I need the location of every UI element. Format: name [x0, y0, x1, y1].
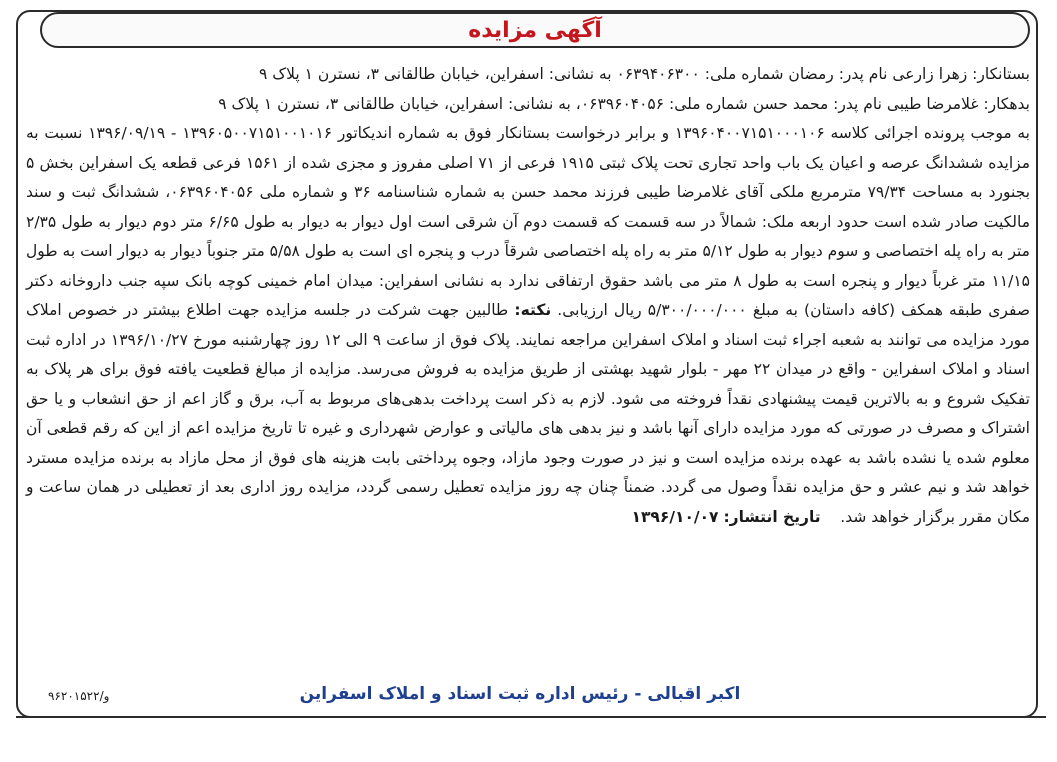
- creditor-line: بستانکار: زهرا زارعی نام پدر: رمضان شماره ملی: ۰۶۳۹۴۰۶۳۰۰ به نشانی: اسفراین، خیابان طالقانی ۳، نسترن ۱ پلاک ۹: [259, 65, 1030, 83]
- note-label: نکته:: [514, 301, 552, 319]
- debtor-line: بدهکار: غلامرضا طیبی نام پدر: محمد حسن شماره ملی: ۰۶۳۹۶۰۴۰۵۶، به نشانی: اسفراین، خیابان طالقانی ۳، نسترن ۱ پلاک ۹: [218, 94, 1030, 113]
- auction-terms: طالبین جهت شرکت در جلسه مزایده جهت اطلاع بیشتر در خصوص املاک مورد مزایده می توانند به شعبه اجراء ثبت اسناد و املاک اسفراین مراجعه نمایند. پلاک فوق از ساعت ۹ الی ۱۲ روز چهارشنبه مورخ ۱۳۹۶/۱۰/۲۷ در اداره ثبت اسناد و املاک اسفراین - واقع در میدان ۲۲ مهر - بلوار شهید بهشتی از طریق مزایده به فروش می‌رسد. مزایده از مبالغ قطعیت یافته فوق برای هر پلاک به تفکیک شروع و به بالاترین قیمت پیشنهادی نقداً فروخته می شود. لازم به ذکر است پرداخت بدهی‌های مربوط به آب، برق و گاز اعم از حق انشعاب و یا حق اشتراک و مصرف در صورتی که مورد مزایده دارای آنها باشد و نیز بدهی های مالیاتی و عوارض شهرداری و غیره تا تاریخ مزایده اعم از این که رقم قطعی آن معلوم شده یا نشده باشد به عهده برنده مزایده است و نیز در صورت وجود مازاد، وجوه پرداختی بابت هزینه های فوق از محل مازاد به برنده مزایده مسترد خواهد شد و نیم عشر و حق مزایده نقداً وصول می گردد. ضمناً چنان چه روز مزایده تعطیل رسمی گردد، مزایده روز اداری بعد از تعطیلی در همان ساعت و مکان مقرر برگزار خواهد شد.: [26, 301, 1030, 526]
- notice-title: آگهی مزایده: [468, 17, 602, 43]
- publish-date: ۱۳۹۶/۱۰/۰۷: [631, 507, 719, 526]
- publish-label: تاریخ انتشار:: [723, 507, 821, 526]
- property-description: به موجب پرونده اجرائی کلاسه ۱۳۹۶۰۴۰۰۷۱۵۱۰۰۰۱۰۶ و برابر درخواست بستانکار فوق به شماره اندیکاتور ۱۳۹۶۰۵۰۰۷۱۵۱۰۰۱۰۱۶ - ۱۳۹۶/۰۹/۱۹ نسبت به مزایده ششدانگ عرصه و اعیان یک باب واحد تجاری تحت پلاک ثبتی ۱۹۱۵ فرعی از ۷۱ اصلی مفروز و مجزی شده از ۱۵۶۱ فرعی قطعه یک اسفراین بخش ۵ بجنورد به مساحت ۷۹/۳۴ مترمربع ملکی آقای غلامرضا طیبی فرزند محمد حسن به شماره شناسنامه ۳۶ و شماره ملی ۰۶۳۹۶۰۴۰۵۶، ششدانگ ثبت و سند مالکیت صادر شده است حدود اربعه ملک: شمالاً در سه قسمت که قسمت دوم آن شرقی است اول دیوار به دیوار به طول ۶/۶۵ متر دوم دیوار به طول ۲/۳۵ متر به راه پله اختصاصی و سوم دیوار به طول ۵/۱۲ متر به راه پله اختصاصی شرقاً درب و پنجره ای است به طول ۵/۵۸ متر جنوباً دیوار به دیوار است به طول ۱۱/۱۵ متر غرباً دیوار و پنجره است به طول ۸ متر می باشد حقوق ارتفاقی ندارد به نشانی اسفراین: میدان امام خمینی کوچه بانک سپه جنب داروخانه دکتر صفری طبقه همکف (کافه داستان) به مبلغ ۵/۳۰۰/۰۰۰/۰۰۰ ریال ارزیابی.: [26, 124, 1031, 319]
- title-banner: [40, 12, 1030, 48]
- reference-code: ۹۶۲۰۱۵۲۲/و: [48, 689, 110, 703]
- auction-details: [26, 119, 1030, 532]
- bottom-divider: [16, 716, 1046, 718]
- signature: اکبر اقبالی - رئیس اداره ثبت اسناد و املاک اسفراین: [299, 684, 741, 704]
- notice-body: [26, 60, 1030, 532]
